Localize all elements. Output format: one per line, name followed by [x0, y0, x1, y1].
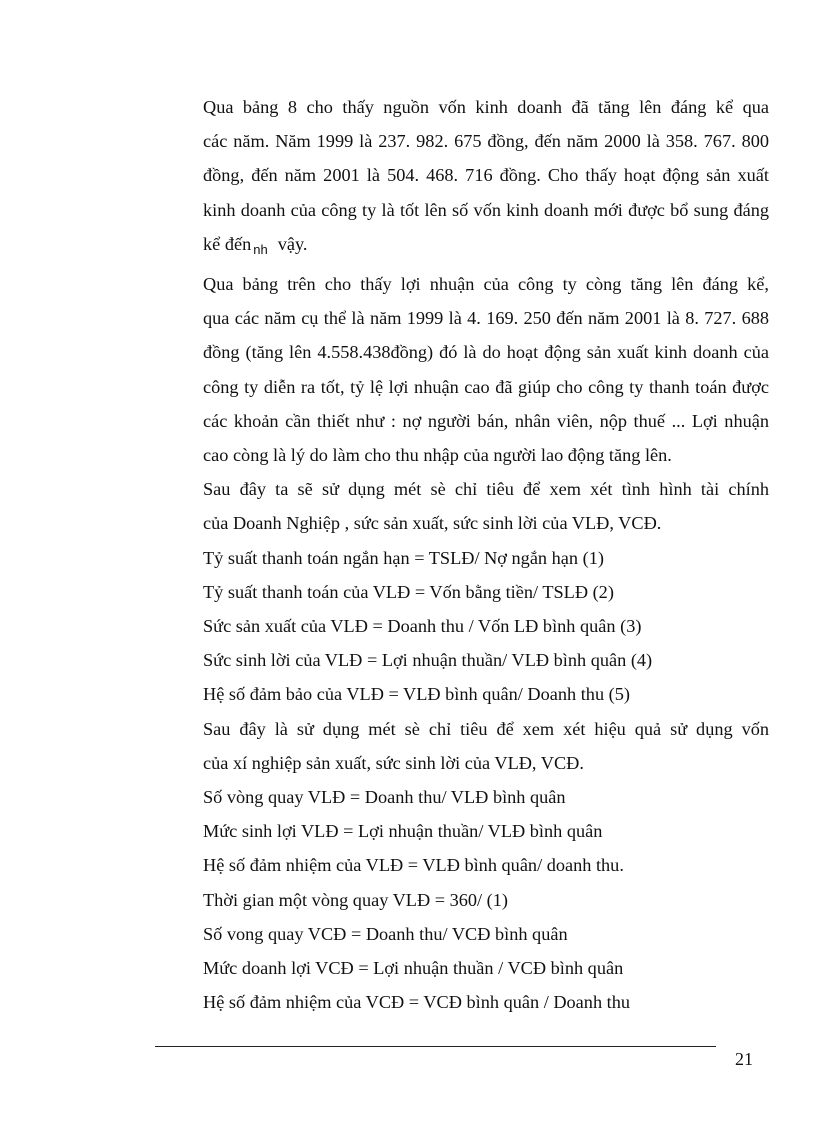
footer-divider	[155, 1046, 716, 1047]
text-line: của Doanh Nghiệp , sức sản xuất, sức sinh lời của VLĐ, VCĐ.	[203, 513, 662, 534]
text-line: đồng (tăng lên 4.558.438đồng) đó là do hoạt động sản xuất kinh doanh của	[203, 342, 769, 363]
text-line: của xí nghiệp sản xuất, sức sinh lời của VLĐ, VCĐ.	[203, 752, 584, 773]
text-line: cao còng là lý do làm cho thu nhập của người lao động tăng lên.	[203, 445, 672, 466]
text-line: kinh doanh của công ty là tốt lên số vốn kinh doanh mới được bổ sung đáng	[203, 199, 769, 220]
text-line: đồng, đến năm 2001 là 504. 468. 716 đồng. Cho thấy hoạt động sản xuất	[203, 165, 769, 186]
text-line: Sau đây ta sẽ sử dụng mét sè chỉ tiêu để xem xét tình hình tài chính	[203, 479, 769, 500]
paragraph-indicators-intro	[155, 472, 769, 540]
text-line: các khoản cần thiết như : nợ người bán, nhân viên, nộp thuế ... Lợi nhuận	[203, 410, 769, 431]
text-line: Qua bảng 8 cho thấy nguồn vốn kinh doanh đã tăng lên đáng kể qua	[203, 97, 769, 117]
paragraph-efficiency-intro	[155, 712, 769, 780]
text-fragment: vậy.	[277, 233, 308, 254]
page-number: 21	[735, 1049, 753, 1069]
paragraph-profit	[155, 267, 769, 472]
formula-line: Tỷ suất thanh toán của VLĐ = Vốn bằng tiền/ TSLĐ (2)	[203, 581, 614, 602]
text-line: Sau đây là sử dụng mét sè chỉ tiêu để xem xét hiệu quả sử dụng vốn	[203, 718, 769, 739]
text-line	[155, 227, 769, 267]
stray-subscript: nh	[253, 241, 268, 257]
text-line: các năm. Năm 1999 là 237. 982. 675 đồng, đến năm 2000 là 358. 767. 800	[203, 131, 769, 152]
text-line: qua các năm cụ thể là năm 1999 là 4. 169. 250 đến năm 2001 là 8. 727. 688	[203, 308, 769, 329]
formula-line: Tỷ suất thanh toán ngắn hạn = TSLĐ/ Nợ ngắn hạn (1)	[203, 547, 604, 568]
formula-line: Số vong quay VCĐ = Doanh thu/ VCĐ bình quân	[203, 923, 568, 944]
formula-line: Thời gian một vòng quay VLĐ = 360/ (1)	[203, 889, 508, 910]
formula-line: Hệ số đảm nhiệm của VLĐ = VLĐ bình quân/ doanh thu.	[203, 855, 624, 876]
formula-line: Sức sinh lời của VLĐ = Lợi nhuận thuần/ VLĐ bình quân (4)	[203, 650, 653, 671]
formula-line: Số vòng quay VLĐ = Doanh thu/ VLĐ bình quân	[203, 787, 566, 808]
paragraph-capital	[155, 90, 769, 267]
formula-line: Sức sản xuất của VLĐ = Doanh thu / Vốn LĐ bình quân (3)	[203, 616, 642, 637]
formula-line: Mức sinh lợi VLĐ = Lợi nhuận thuần/ VLĐ bình quân	[203, 821, 603, 842]
body-text	[155, 90, 769, 1019]
formula-line: Mức doanh lợi VCĐ = Lợi nhuận thuần / VCĐ bình quân	[203, 958, 624, 979]
formula-line: Hệ số đảm nhiệm của VCĐ = VCĐ bình quân / Doanh thu	[203, 992, 631, 1013]
text-line: Qua bảng trên cho thấy lợi nhuận của công ty còng tăng lên đáng kể,	[203, 274, 769, 295]
text-fragment: kể đến	[203, 233, 252, 254]
text-line: công ty diễn ra tốt, tỷ lệ lợi nhuận cao đã giúp cho công ty thanh toán được	[203, 376, 769, 397]
formula-line: Hệ số đảm bảo của VLĐ = VLĐ bình quân/ Doanh thu (5)	[203, 684, 630, 705]
